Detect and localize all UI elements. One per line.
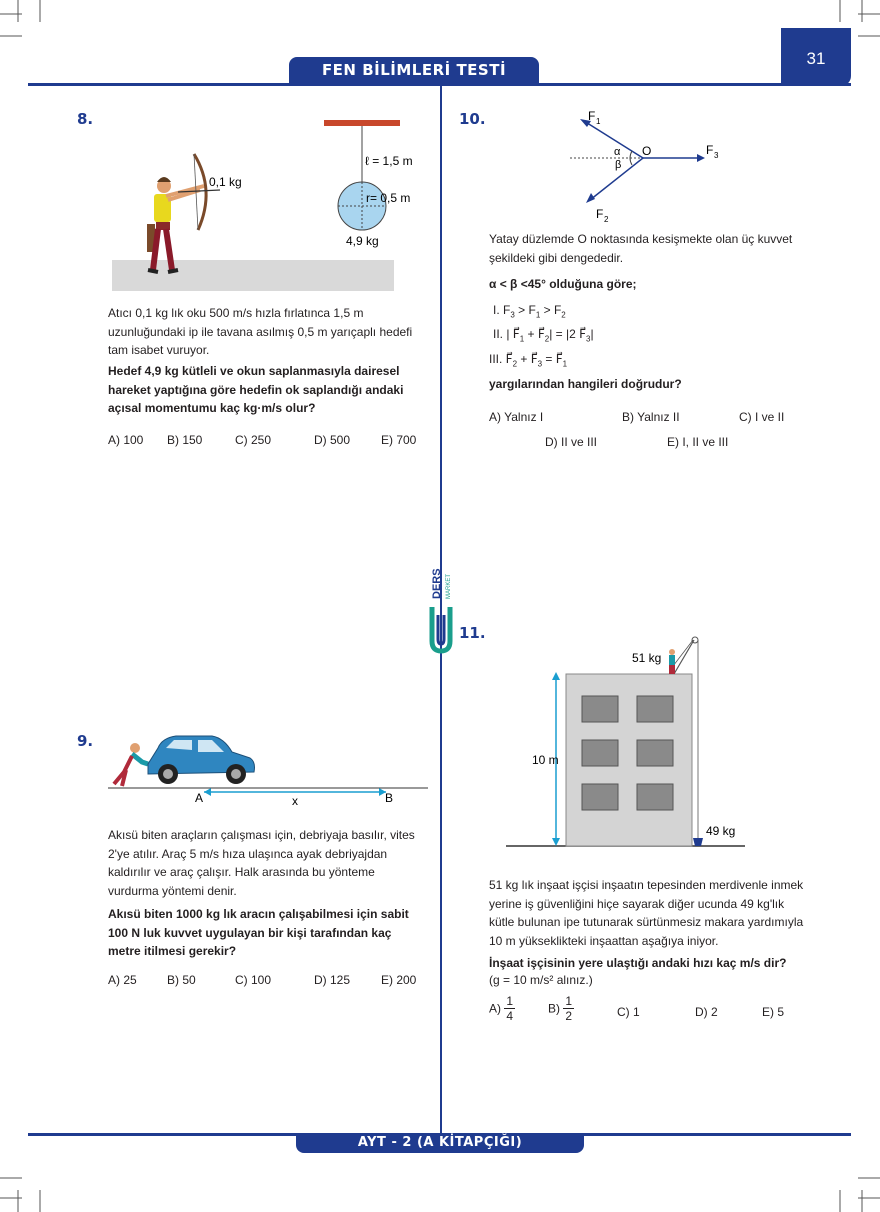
- pushing-person: [114, 743, 148, 786]
- counterweight: [693, 838, 703, 846]
- q10-options: [489, 410, 819, 450]
- q8-figure: [108, 112, 418, 292]
- q10-figure: [560, 104, 740, 226]
- q10-number: 10.: [459, 110, 486, 128]
- q9-option-c[interactable]: C) 100: [235, 973, 272, 987]
- q9-option-d[interactable]: D) 125: [314, 973, 351, 987]
- q10-option-d[interactable]: D) II ve III: [545, 435, 598, 449]
- q10-option-a[interactable]: A) Yalnız I: [489, 410, 544, 424]
- f2-sub: 2: [604, 215, 609, 224]
- q11-figure: [500, 630, 760, 852]
- f1-label: F: [588, 109, 596, 123]
- f3-label: F: [706, 143, 714, 157]
- page-number: 31: [781, 28, 851, 86]
- q11-question: İnşaat işçisinin yere ulaştığı andaki hızı kaç m/s dir?: [489, 956, 787, 970]
- q8-option-e[interactable]: E) 700: [381, 433, 417, 447]
- height-label: 10 m: [532, 753, 559, 767]
- statement-1: I. $F_3 > F_1 > F_2$: [493, 303, 566, 320]
- q9-options: [108, 973, 428, 991]
- angle-beta: β: [615, 159, 622, 171]
- angle-alpha: α: [614, 146, 621, 158]
- q11-option-c[interactable]: C) 1: [617, 1005, 640, 1019]
- q11-option-b-label: B): [548, 1001, 560, 1016]
- q11-option-a-fraction: $\frac{1}{4}$: [506, 994, 514, 1023]
- f1-sub: 1: [596, 117, 601, 126]
- q9-option-e[interactable]: E) 200: [381, 973, 417, 987]
- statement-2-label: II.: [493, 327, 504, 341]
- q9-figure: [108, 726, 430, 810]
- q10-option-e[interactable]: E) I, II ve III: [667, 435, 729, 449]
- distance-x: x: [292, 794, 298, 808]
- q10-option-b[interactable]: B) Yalnız II: [622, 410, 680, 424]
- q8-number: 8.: [77, 110, 94, 128]
- worker: [669, 649, 675, 674]
- footer-title: AYT - 2 (A KİTAPÇIĞI): [296, 1133, 584, 1153]
- ceiling-rod: [324, 120, 400, 126]
- f3-sub: 3: [714, 151, 719, 160]
- q10-question: yargılarından hangileri doğrudur?: [489, 377, 682, 391]
- q9-number: 9.: [77, 732, 94, 750]
- q11-option-b-fraction: $\frac{1}{2}$: [565, 994, 573, 1023]
- f2-label: F: [596, 207, 604, 221]
- point-o: O: [642, 144, 652, 158]
- q11-option-e[interactable]: E) 5: [762, 1005, 785, 1019]
- q11-options: [489, 994, 809, 1034]
- q8-option-a[interactable]: A) 100: [108, 433, 144, 447]
- q10-option-c[interactable]: C) I ve II: [739, 410, 785, 424]
- statement-3-label: III.: [489, 352, 503, 366]
- q11-given: (g = 10 m/s² alınız.): [489, 973, 593, 987]
- worker-mass: 51 kg: [632, 651, 662, 665]
- q10-text: Yatay düzlemde O noktasında kesişmekte olan üç kuvvet şekildeki gibi dengededir.: [489, 232, 793, 265]
- q9-option-b[interactable]: B) 50: [167, 973, 196, 987]
- q9-option-a[interactable]: A) 25: [108, 973, 137, 987]
- q11-option-a[interactable]: [489, 994, 515, 1023]
- q11-option-a-label: A): [489, 1001, 501, 1016]
- weight-mass: 49 kg: [706, 824, 736, 838]
- q9-text: Akısü biten araçların çalışması için, debriyaja basılır, vites 2'ye atılır. Araç 5 m/s hıza ulaşınca ayak debriyajdan kaldırılır ve araç çalışır. Halk arasında bu yönteme vurdurma yöntemi denir.: [108, 828, 415, 898]
- point-a: A: [195, 791, 204, 805]
- page-title: FEN BİLİMLERİ TESTİ: [289, 57, 539, 84]
- point-b: B: [385, 791, 394, 805]
- q8-option-b[interactable]: B) 150: [167, 433, 203, 447]
- q8-question: Hedef 4,9 kg kütleli ve okun saplanmasıyla dairesel hareket yaptığına göre hedefin ok saplandığı andaki açısal momentumu kaç kg·m/s olur?: [108, 364, 404, 415]
- statement-3: III. $F⃗_2$ + $F⃗_3$ = $F⃗_1$: [489, 352, 568, 369]
- q11-number: 11.: [459, 624, 486, 642]
- q8-options: [108, 433, 428, 451]
- q11-option-b[interactable]: [548, 994, 574, 1023]
- q8-option-d[interactable]: D) 500: [314, 433, 351, 447]
- statement-2: II. | $F⃗_1$ + $F⃗_2| = |2$ $F⃗_3|$: [493, 327, 594, 344]
- q9-question: Akısü biten 1000 kg lık aracın çalışabilmesi için sabit 100 N luk kuvvet uygulayan bir kişi tarafından kaç metre itilmesi gerekir?: [108, 907, 409, 958]
- q8-option-c[interactable]: C) 250: [235, 433, 272, 447]
- q8-target-mass: 4,9 kg: [346, 234, 379, 248]
- logo-sub: MARKET: [446, 573, 452, 599]
- logo-name: DERS: [431, 568, 443, 599]
- q11-text: 51 kg lık inşaat işçisi inşaatın tepesinden merdivenle inmek yerine iş güvenliğini hiçe sayarak diğer ucunda 49 kg'lık kütle bulunan ipe tutunarak sürtünmesiz makara yardımıyla 10 m yükseklikteki inşaattan aşağıya iniyor.: [489, 878, 804, 948]
- ders-market-logo: [424, 565, 458, 655]
- q8-length: ℓ = 1,5 m: [365, 154, 413, 168]
- statement-1-label: I.: [493, 303, 500, 317]
- q11-option-d[interactable]: D) 2: [695, 1005, 718, 1019]
- q8-text: Atıcı 0,1 kg lık oku 500 m/s hızla fırlatınca 1,5 m uzunluğundaki ip ile tavana asılmış 0,5 m yarıçaplı hedefi tam isabet vuruyor.: [108, 306, 413, 357]
- q8-arrow-mass: 0,1 kg: [209, 175, 242, 189]
- q10-condition: α < β <45° olduğuna göre;: [489, 277, 637, 291]
- car: [148, 736, 255, 784]
- q8-radius: r= 0,5 m: [366, 191, 411, 205]
